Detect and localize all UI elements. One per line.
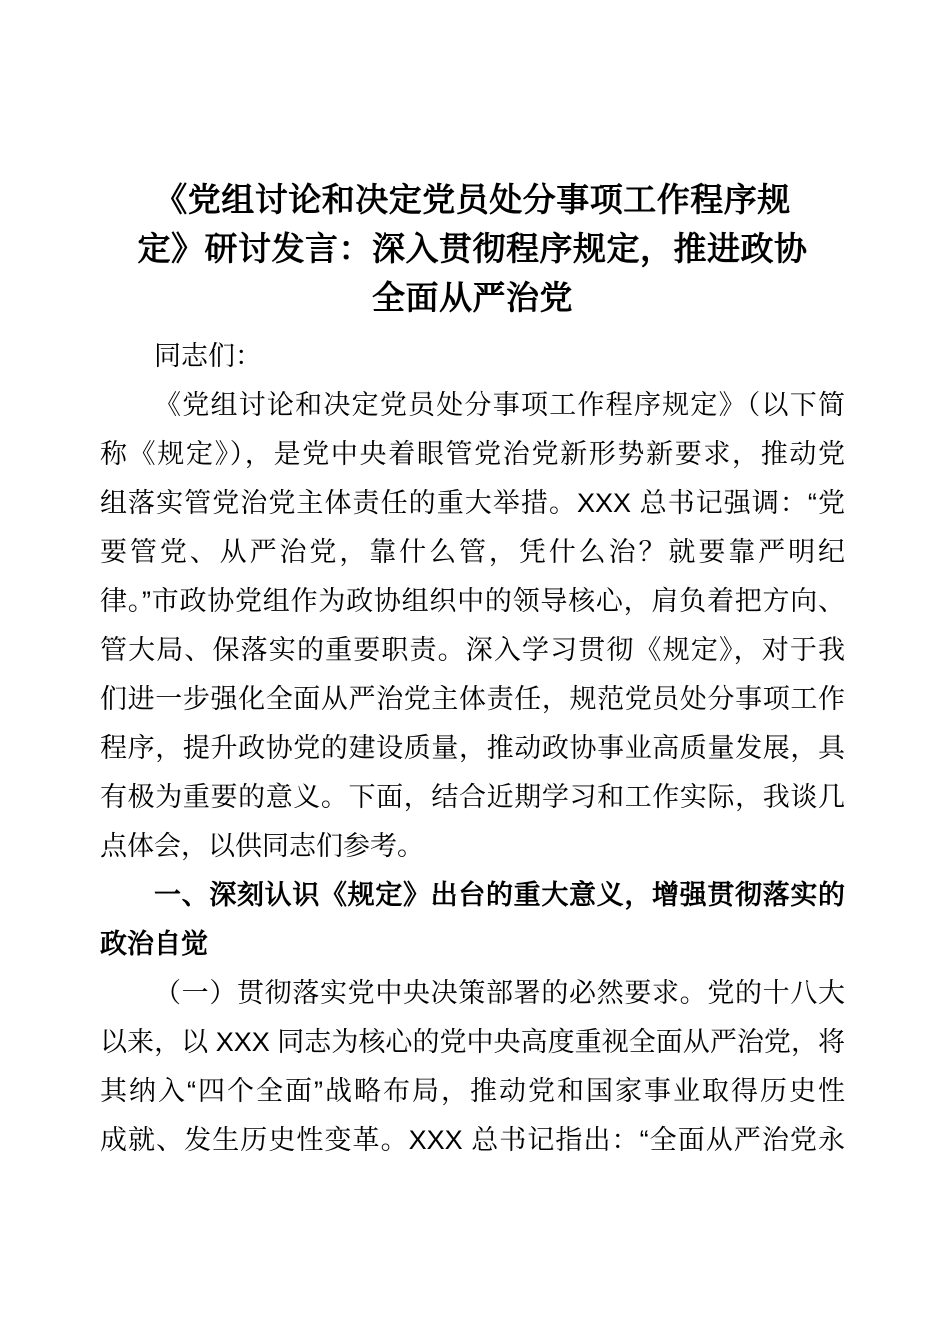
document-title [100,175,845,322]
paragraph-section-1-1-line: 其纳入“四个全面”战略布局，推动党和国家事业取得历史性 [100,1076,845,1106]
paragraph-intro-line: 点体会，以供同志们参考。 [100,831,424,861]
document-body [100,332,845,1165]
paragraph-section-1-heading-line: 一、深刻认识《规定》出台的重大意义，增强贯彻落实的 [154,880,845,910]
paragraph-section-1-1 [100,969,845,1165]
paragraph-intro-line: 有极为重要的意义。下面，结合近期学习和工作实际，我谈几 [100,782,845,812]
paragraph-salutation-line: 同志们： [154,341,262,371]
title-line: 《党组讨论和决定党员处分事项工作程序规 [154,181,791,218]
title-line: 定》研讨发言：深入贯彻程序规定，推进政协 [137,230,808,267]
paragraph-salutation [100,332,845,381]
paragraph-section-1-1-line: 以来，以 XXX 同志为核心的党中央高度重视全面从严治党，将 [100,1027,845,1057]
paragraph-intro [100,381,845,871]
paragraph-intro-line: 们进一步强化全面从严治党主体责任，规范党员处分事项工作 [100,684,845,714]
paragraph-section-1-1-line: （一）贯彻落实党中央决策部署的必然要求。党的十八大 [154,978,845,1008]
paragraph-intro-line: 称《规定》），是党中央着眼管党治党新形势新要求，推动党 [100,439,845,469]
paragraph-intro-line: 程序，提升政协党的建设质量，推动政协事业高质量发展，具 [100,733,845,763]
paragraph-section-1-1-line: 成就、发生历史性变革。XXX 总书记指出：“全面从严治党永 [100,1125,845,1155]
paragraph-intro-line: 管大局、保落实的重要职责。深入学习贯彻《规定》，对于我 [100,635,845,665]
paragraph-section-1-heading-line: 政治自觉 [100,929,208,959]
title-line: 全面从严治党 [372,279,573,316]
paragraph-section-1-heading [100,871,845,969]
paragraph-intro-line: 律。”市政协党组作为政协组织中的领导核心，肩负着把方向、 [100,586,845,616]
paragraph-intro-line: 组落实管党治党主体责任的重大举措。XXX 总书记强调：“党 [100,488,845,518]
paragraph-intro-line: 要管党、从严治党，靠什么管，凭什么治？就要靠严明纪 [100,537,845,567]
paragraph-intro-line: 《党组讨论和决定党员处分事项工作程序规定》（以下简 [154,390,845,420]
